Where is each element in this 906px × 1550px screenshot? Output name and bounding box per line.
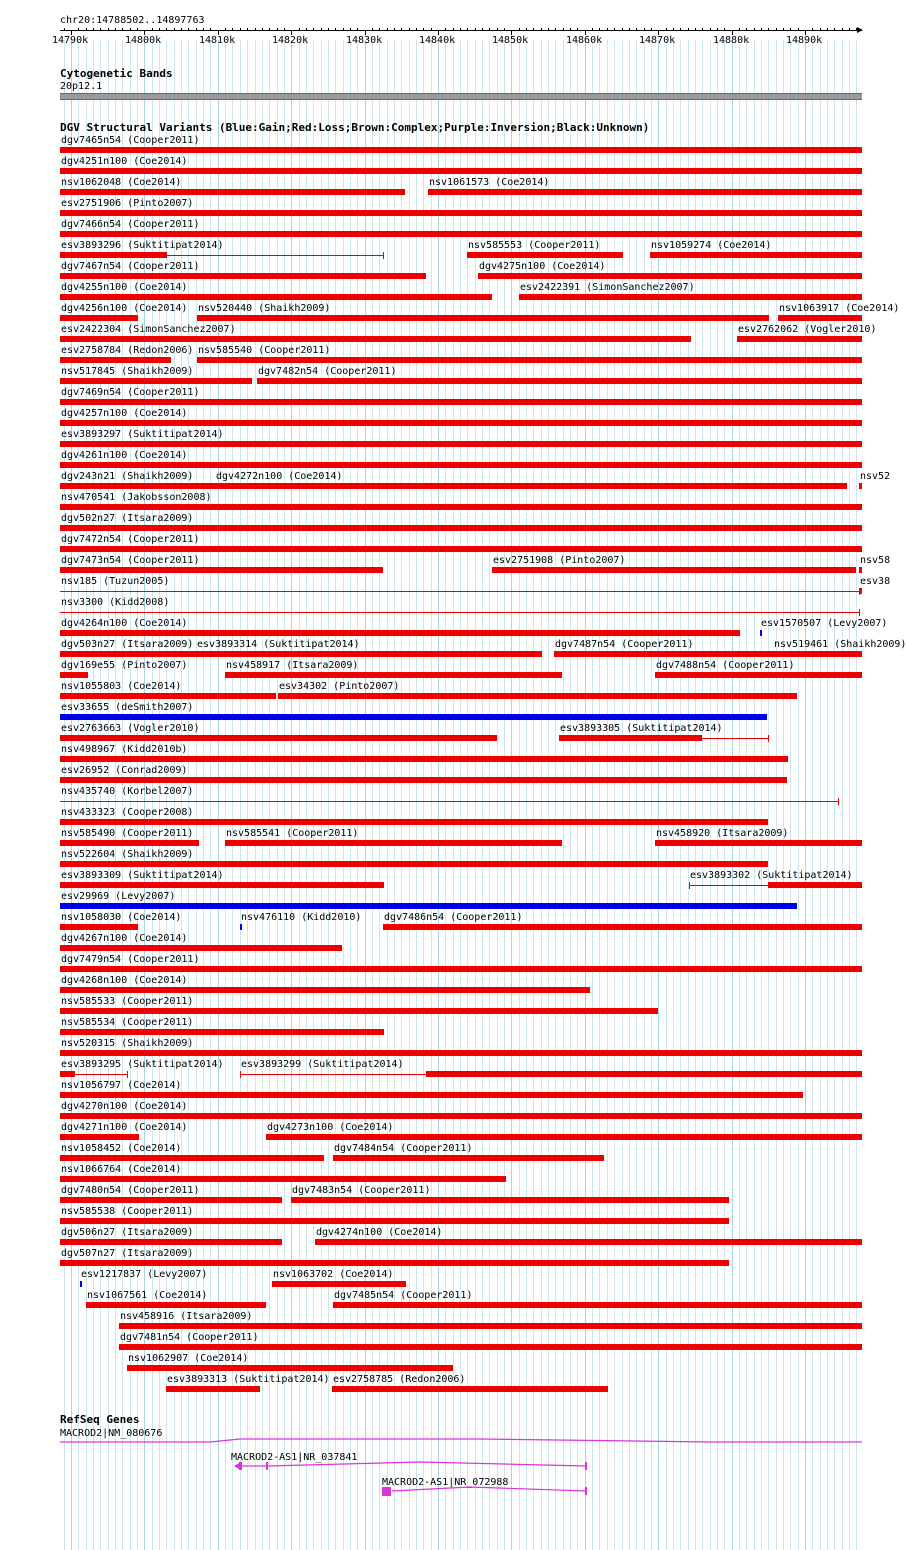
ruler-tick-label: 14790k	[52, 35, 89, 46]
variant-label[interactable]: nsv520440 (Shaikh2009)	[198, 303, 331, 314]
variant-label[interactable]: dgv503n27 (Itsara2009)	[61, 639, 194, 650]
variant-label[interactable]: esv2762062 (Vogler2010)	[738, 324, 877, 335]
variant-label[interactable]: dgv7479n54 (Cooper2011)	[61, 954, 200, 965]
variant-label[interactable]: dgv243n21 (Shaikh2009)	[61, 471, 194, 482]
variant-label[interactable]: nsv58	[860, 555, 891, 566]
variant-label[interactable]: esv2751906 (Pinto2007)	[61, 198, 194, 209]
variant-label[interactable]: dgv4271n100 (Coe2014)	[61, 1122, 188, 1133]
ruler-tick-label: 14880k	[713, 35, 750, 46]
gene-exon[interactable]	[266, 1462, 268, 1470]
gene-label[interactable]: MACROD2-AS1|NR_072988	[382, 1477, 509, 1488]
ruler-tick-label: 14830k	[346, 35, 383, 46]
variant-label[interactable]: nsv1063702 (Coe2014)	[273, 1269, 394, 1280]
variant-label[interactable]: nsv1056797 (Coe2014)	[61, 1080, 182, 1091]
variant-label[interactable]: esv3893313 (Suktitipat2014)	[167, 1374, 330, 1385]
variant-label[interactable]: nsv433323 (Cooper2008)	[61, 807, 194, 818]
cytoband-label: 20p12.1	[60, 81, 103, 92]
variant-label[interactable]: nsv458917 (Itsara2009)	[226, 660, 359, 671]
variant-label[interactable]: dgv7484n54 (Cooper2011)	[334, 1143, 473, 1154]
strand-arrow-icon[interactable]	[234, 1463, 239, 1469]
variant-label[interactable]: dgv4270n100 (Coe2014)	[61, 1101, 188, 1112]
variant-label[interactable]: esv2422304 (SimonSanchez2007)	[61, 324, 236, 335]
variant-label[interactable]: nsv1055803 (Coe2014)	[61, 681, 182, 692]
variant-label[interactable]: nsv519461 (Shaikh2009)	[774, 639, 906, 650]
variant-label[interactable]: nsv585490 (Cooper2011)	[61, 828, 194, 839]
variant-label[interactable]: dgv4273n100 (Coe2014)	[267, 1122, 394, 1133]
variant-label[interactable]: nsv522604 (Shaikh2009)	[61, 849, 194, 860]
variant-label[interactable]: nsv585541 (Cooper2011)	[226, 828, 359, 839]
variant-label[interactable]: dgv7481n54 (Cooper2011)	[120, 1332, 259, 1343]
variant-label[interactable]: esv3893309 (Suktitipat2014)	[61, 870, 224, 881]
variant-label[interactable]: nsv1063917 (Coe2014)	[779, 303, 900, 314]
variant-label[interactable]: dgv169e55 (Pinto2007)	[61, 660, 188, 671]
variant-label[interactable]: esv38	[860, 576, 891, 587]
variant-label[interactable]: esv2763663 (Vogler2010)	[61, 723, 200, 734]
variant-label[interactable]: dgv507n27 (Itsara2009)	[61, 1248, 194, 1259]
variant-label[interactable]: nsv185 (Tuzun2005)	[61, 576, 170, 587]
variant-label[interactable]: nsv1066764 (Coe2014)	[61, 1164, 182, 1175]
gene-exon[interactable]	[585, 1487, 587, 1495]
variant-label[interactable]: dgv7473n54 (Cooper2011)	[61, 555, 200, 566]
variant-label[interactable]: dgv7488n54 (Cooper2011)	[656, 660, 795, 671]
variant-label[interactable]: esv2422391 (SimonSanchez2007)	[520, 282, 695, 293]
variant-label[interactable]: esv33655 (deSmith2007)	[61, 702, 194, 713]
region-label: chr20:14788502..14897763	[60, 15, 205, 26]
variant-label[interactable]: dgv7472n54 (Cooper2011)	[61, 534, 200, 545]
variant-label[interactable]: dgv7487n54 (Cooper2011)	[555, 639, 694, 650]
variant-label[interactable]: dgv4257n100 (Coe2014)	[61, 408, 188, 419]
variant-label[interactable]: nsv1067561 (Coe2014)	[87, 1290, 208, 1301]
variant-label[interactable]: esv1217837 (Levy2007)	[81, 1269, 208, 1280]
variant-label[interactable]: dgv7482n54 (Cooper2011)	[258, 366, 397, 377]
gene-label[interactable]: MACROD2-AS1|NR_037841	[231, 1452, 358, 1463]
variant-label[interactable]: esv2758784 (Redon2006)	[61, 345, 194, 356]
variant-label[interactable]: dgv4274n100 (Coe2014)	[316, 1227, 443, 1238]
variant-label[interactable]: nsv1059274 (Coe2014)	[651, 240, 772, 251]
variant-label[interactable]: nsv1061573 (Coe2014)	[429, 177, 550, 188]
variant-label[interactable]: esv3893296 (Suktitipat2014)	[61, 240, 224, 251]
variant-label[interactable]: esv2751908 (Pinto2007)	[493, 555, 626, 566]
variant-label[interactable]: nsv1062048 (Coe2014)	[61, 177, 182, 188]
gene-label[interactable]: MACROD2|NM_080676	[60, 1428, 163, 1439]
variant-label[interactable]: dgv502n27 (Itsara2009)	[61, 513, 194, 524]
variant-label[interactable]: dgv7467n54 (Cooper2011)	[61, 261, 200, 272]
variant-label[interactable]: dgv7483n54 (Cooper2011)	[292, 1185, 431, 1196]
variant-label[interactable]: nsv585533 (Cooper2011)	[61, 996, 194, 1007]
refseq-track-title[interactable]: RefSeq Genes	[60, 1413, 140, 1426]
variant-label[interactable]: dgv4267n100 (Coe2014)	[61, 933, 188, 944]
ruler-tick-label: 14820k	[272, 35, 309, 46]
ruler-tick-label: 14850k	[492, 35, 529, 46]
gene-exon[interactable]	[585, 1462, 587, 1470]
variant-label[interactable]: nsv458916 (Itsara2009)	[120, 1311, 253, 1322]
variant-label[interactable]: nsv517845 (Shaikh2009)	[61, 366, 194, 377]
variant-label[interactable]: dgv4256n100 (Coe2014)	[61, 303, 188, 314]
variant-label[interactable]: esv3893297 (Suktitipat2014)	[61, 429, 224, 440]
ruler-tick-label: 14800k	[125, 35, 162, 46]
variant-label[interactable]: esv3893302 (Suktitipat2014)	[690, 870, 853, 881]
ruler-tick-label: 14890k	[786, 35, 823, 46]
variant-label[interactable]: nsv585538 (Cooper2011)	[61, 1206, 194, 1217]
variant-label[interactable]: nsv585534 (Cooper2011)	[61, 1017, 194, 1028]
gene-exon[interactable]	[382, 1487, 391, 1496]
variant-label[interactable]: dgv4275n100 (Coe2014)	[479, 261, 606, 272]
variant-label[interactable]: dgv4251n100 (Coe2014)	[61, 156, 188, 167]
variant-label[interactable]: dgv7485n54 (Cooper2011)	[334, 1290, 473, 1301]
gene-intron-line[interactable]	[60, 1439, 862, 1442]
variant-label[interactable]: dgv4255n100 (Coe2014)	[61, 282, 188, 293]
variant-label[interactable]: esv3893299 (Suktitipat2014)	[241, 1059, 404, 1070]
dgv-track-title[interactable]: DGV Structural Variants (Blue:Gain;Red:Loss;Brown:Complex;Purple:Inversion;Black:Unknown)	[60, 121, 650, 134]
variant-label[interactable]: nsv520315 (Shaikh2009)	[61, 1038, 194, 1049]
variant-label[interactable]: dgv7480n54 (Cooper2011)	[61, 1185, 200, 1196]
variant-label[interactable]: dgv7465n54 (Cooper2011)	[61, 135, 200, 146]
variant-label[interactable]: dgv7486n54 (Cooper2011)	[384, 912, 523, 923]
variant-label[interactable]: esv3893305 (Suktitipat2014)	[560, 723, 723, 734]
variant-label[interactable]: esv3893295 (Suktitipat2014)	[61, 1059, 224, 1070]
variant-label[interactable]: dgv7466n54 (Cooper2011)	[61, 219, 200, 230]
variant-label[interactable]: nsv585553 (Cooper2011)	[468, 240, 601, 251]
variant-label[interactable]: dgv4272n100 (Coe2014)	[216, 471, 343, 482]
variant-label[interactable]: dgv4268n100 (Coe2014)	[61, 975, 188, 986]
variant-label[interactable]: nsv1058452 (Coe2014)	[61, 1143, 182, 1154]
variant-label[interactable]: nsv458920 (Itsara2009)	[656, 828, 789, 839]
variant-label[interactable]: nsv1058030 (Coe2014)	[61, 912, 182, 923]
gene-exon[interactable]	[239, 1462, 242, 1470]
variant-label[interactable]: esv3893314 (Suktitipat2014)	[197, 639, 360, 650]
variant-label[interactable]: dgv4264n100 (Coe2014)	[61, 618, 188, 629]
ruler-tick-label: 14840k	[419, 35, 456, 46]
variant-label[interactable]: dgv7469n54 (Cooper2011)	[61, 387, 200, 398]
variant-label[interactable]: nsv585540 (Cooper2011)	[198, 345, 331, 356]
variant-label[interactable]: esv26952 (Conrad2009)	[61, 765, 188, 776]
variant-label[interactable]: esv29969 (Levy2007)	[61, 891, 176, 902]
ruler-tick-label: 14810k	[199, 35, 236, 46]
variant-label[interactable]: esv34302 (Pinto2007)	[279, 681, 400, 692]
cytoband-track-title[interactable]: Cytogenetic Bands	[60, 67, 173, 80]
variant-label[interactable]: nsv476110 (Kidd2010)	[241, 912, 362, 923]
variant-label[interactable]: dgv4261n100 (Coe2014)	[61, 450, 188, 461]
variant-label[interactable]: nsv470541 (Jakobsson2008)	[61, 492, 212, 503]
variant-label[interactable]: nsv1062907 (Coe2014)	[128, 1353, 249, 1364]
variant-label[interactable]: nsv3300 (Kidd2008)	[61, 597, 170, 608]
variant-label[interactable]: nsv498967 (Kidd2010b)	[61, 744, 188, 755]
variant-label[interactable]: esv1570507 (Levy2007)	[761, 618, 888, 629]
variant-label[interactable]: esv2758785 (Redon2006)	[333, 1374, 466, 1385]
variant-label[interactable]: nsv52	[860, 471, 891, 482]
variant-label[interactable]: nsv435740 (Korbel2007)	[61, 786, 194, 797]
ruler-tick-label: 14860k	[566, 35, 603, 46]
variant-label[interactable]: dgv506n27 (Itsara2009)	[61, 1227, 194, 1238]
ruler-tick-label: 14870k	[639, 35, 676, 46]
